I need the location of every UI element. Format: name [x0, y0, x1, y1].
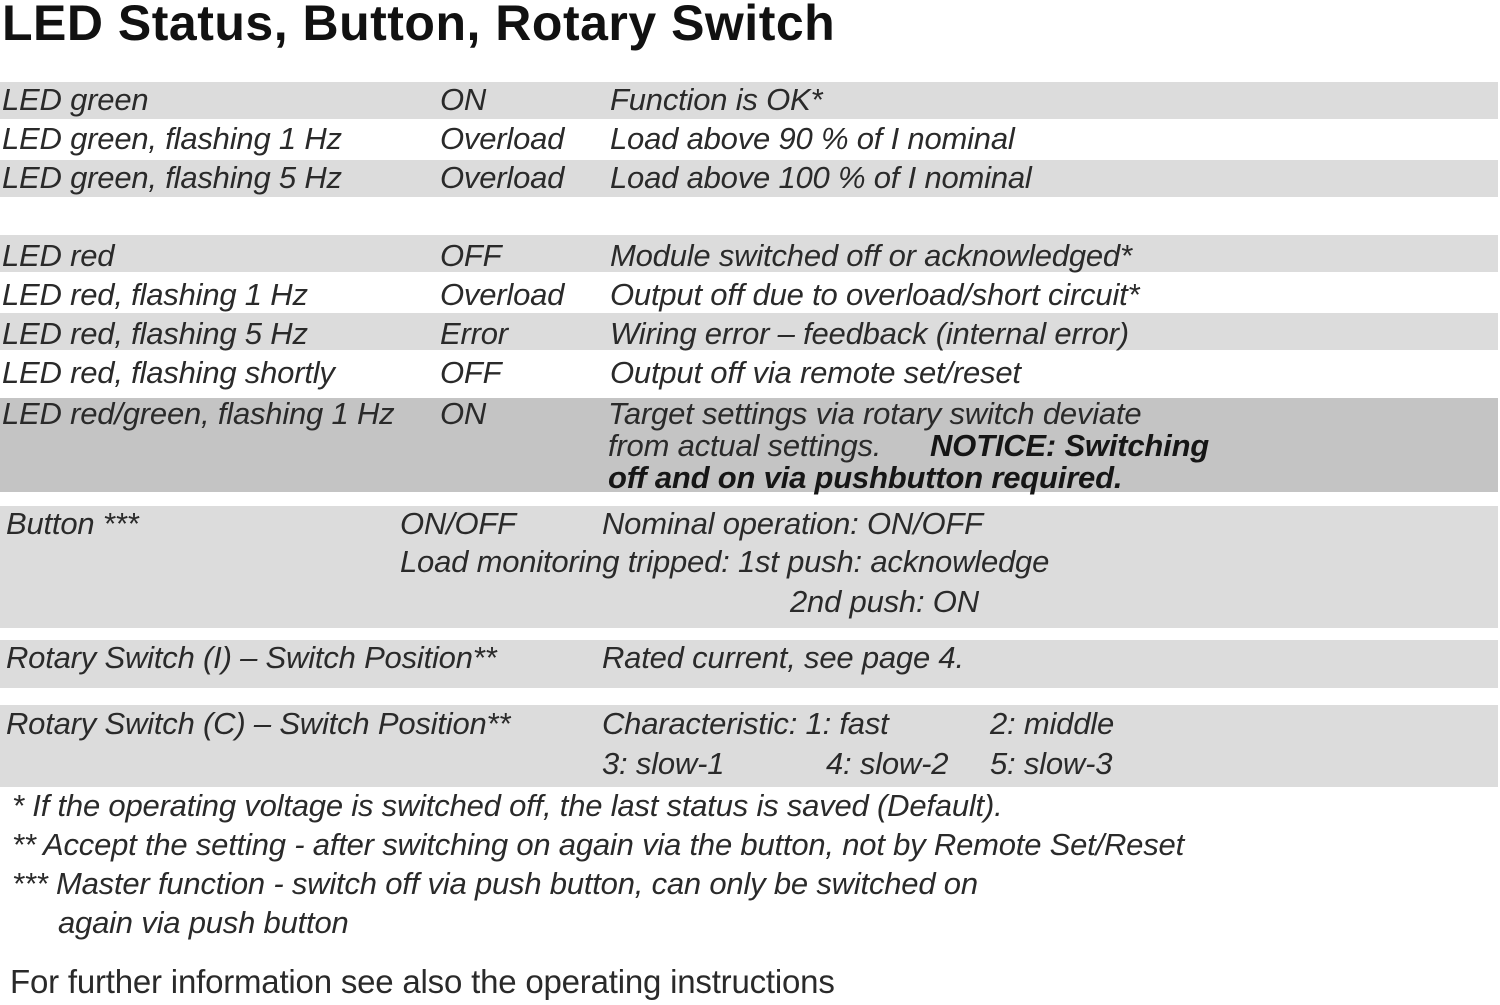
led-state: Error [440, 316, 508, 351]
button-description: 2nd push: ON [790, 584, 979, 619]
further-info: For further information see also the operating instructions [10, 963, 835, 1000]
led-description: Target settings via rotary switch deviate [608, 396, 1142, 431]
led-state: OFF [440, 355, 502, 390]
footnote-3: *** Master function - switch off via push button, can only be switched on [12, 866, 978, 901]
led-state: ON [440, 396, 487, 431]
led-label: LED red [2, 238, 115, 273]
page-title: LED Status, Button, Rotary Switch [2, 0, 836, 51]
led-label: LED green, flashing 1 Hz [2, 121, 342, 156]
footnote-3-cont: again via push button [58, 905, 349, 940]
led-label: LED red, flashing shortly [2, 355, 335, 390]
rotary-c-option: 4: slow-2 [826, 746, 949, 781]
rotary-i-label: Rotary Switch (I) – Switch Position** [6, 640, 497, 675]
rotary-c-option: 5: slow-3 [990, 746, 1113, 781]
led-label: LED red/green, flashing 1 Hz [2, 396, 395, 431]
rotary-c-option: 2: middle [990, 706, 1114, 741]
notice-text: NOTICE: Switching [930, 428, 1210, 463]
led-description: Wiring error – feedback (internal error) [610, 316, 1129, 351]
button-label: Button *** [6, 506, 139, 541]
footnote-1: * If the operating voltage is switched off, the last status is saved (Default). [12, 788, 1003, 823]
rotary-i-description: Rated current, see page 4. [602, 640, 964, 675]
led-state: OFF [440, 238, 502, 273]
led-label: LED red, flashing 1 Hz [2, 277, 308, 312]
led-state: Overload [440, 277, 565, 312]
button-description: Load monitoring tripped: 1st push: acknowledge [400, 544, 1050, 579]
notice-text: off and on via pushbutton required. [608, 460, 1123, 495]
button-description: Nominal operation: ON/OFF [602, 506, 983, 541]
led-description: Module switched off or acknowledged* [610, 238, 1132, 273]
led-label: LED green [2, 82, 149, 117]
rotary-c-characteristic: Characteristic: 1: fast [602, 706, 889, 741]
rotary-c-label: Rotary Switch (C) – Switch Position** [6, 706, 511, 741]
led-description: Load above 100 % of I nominal [610, 160, 1032, 195]
rotary-c-option: 3: slow-1 [602, 746, 725, 781]
led-state: ON [440, 82, 487, 117]
led-description: Load above 90 % of I nominal [610, 121, 1015, 156]
led-description: Function is OK* [610, 82, 823, 117]
button-state: ON/OFF [400, 506, 516, 541]
led-label: LED green, flashing 5 Hz [2, 160, 342, 195]
footnote-2: ** Accept the setting - after switching on again via the button, not by Remote Set/Reset [12, 827, 1184, 862]
led-label: LED red, flashing 5 Hz [2, 316, 308, 351]
led-description: from actual settings. [608, 428, 882, 463]
led-state: Overload [440, 121, 565, 156]
led-state: Overload [440, 160, 565, 195]
led-description: Output off due to overload/short circuit* [610, 277, 1140, 312]
led-description: Output off via remote set/reset [610, 355, 1021, 390]
